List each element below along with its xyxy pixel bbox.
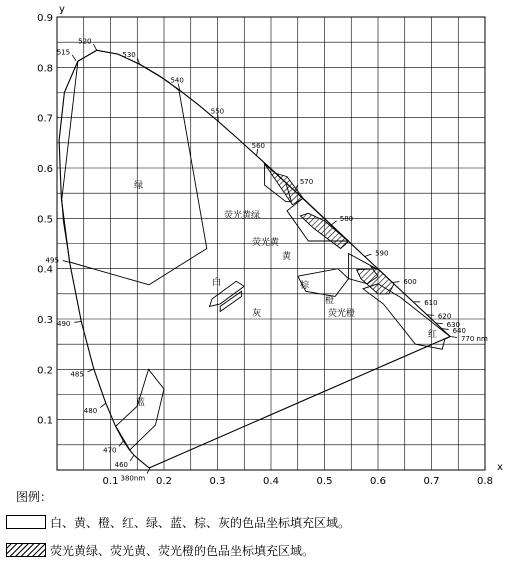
wavelength-label: 520	[78, 38, 91, 46]
y-tick-label: 0.2	[37, 365, 53, 376]
region-label-yellow: 黄	[282, 250, 292, 262]
region-label-white: 白	[212, 276, 221, 288]
wavelength-tick	[392, 282, 399, 283]
wavelength-label: 620	[438, 312, 451, 320]
y-tick-label: 0.6	[37, 164, 53, 175]
x-tick-label: 0.7	[424, 476, 440, 487]
y-tick-label: 0.3	[37, 315, 53, 326]
wavelength-tick	[130, 455, 134, 461]
wavelength-label: 480	[84, 407, 97, 415]
y-tick-label: 0.7	[37, 114, 53, 125]
x-tick-label: 0.8	[477, 476, 493, 487]
y-tick-label: 0.5	[37, 214, 53, 225]
region-label-red: 红	[428, 328, 437, 340]
wavelength-label: 640	[453, 327, 466, 335]
wavelength-label: 460	[115, 461, 128, 469]
legend-title: 图例：	[16, 488, 506, 505]
wavelength-label: 470	[103, 446, 116, 454]
wavelength-label: 770 nm	[461, 335, 488, 343]
region-label-green: 绿	[134, 180, 143, 191]
wavelength-label: 590	[375, 250, 388, 258]
region-label-gray: 灰	[252, 307, 261, 319]
wavelength-label: 560	[252, 142, 265, 150]
wavelength-labels	[46, 38, 488, 483]
wavelength-tick	[119, 441, 123, 446]
wavelength-tick	[72, 55, 76, 61]
x-tick-label: 0.4	[263, 476, 279, 487]
wavelength-label: 540	[170, 77, 183, 85]
spectral-locus	[59, 50, 450, 467]
x-axis-name: x	[497, 462, 503, 473]
y-tick-label: 0.4	[37, 265, 53, 276]
x-tick-label: 0.5	[317, 476, 333, 487]
y-tick-label: 0.1	[37, 416, 53, 427]
region-label-fluorescent-yellow: 荧光黄	[252, 236, 280, 248]
x-tick-label: 0.1	[103, 476, 119, 487]
purple-line	[150, 336, 450, 467]
y-axis-name: y	[59, 4, 65, 15]
wavelength-label: 630	[447, 321, 460, 329]
wavelength-label: 600	[403, 278, 416, 286]
region-blue	[116, 369, 164, 450]
wavelength-tick	[365, 254, 372, 256]
wavelength-label: 570	[300, 178, 313, 186]
legend-text-plain: 白、黄、橙、红、绿、蓝、棕、灰的色品坐标填充区域。	[50, 514, 350, 531]
region-label-orange: 橙	[325, 294, 334, 306]
spectral-locus-curve	[59, 50, 450, 467]
wavelength-tick	[331, 221, 336, 225]
region-label-blue: 蓝	[136, 396, 145, 408]
x-tick-label: 0.6	[370, 476, 386, 487]
wavelength-tick	[450, 336, 457, 337]
wavelength-label: 530	[122, 51, 135, 59]
wavelength-tick	[93, 44, 96, 50]
y-tick-label: 0.8	[37, 63, 53, 74]
wavelength-label: 610	[424, 299, 437, 307]
legend	[6, 488, 506, 567]
wavelength-label: 485	[70, 371, 83, 379]
wavelength-tick	[147, 467, 150, 473]
hatched-swatch-icon	[6, 543, 46, 557]
x-tick-label: 0.3	[210, 476, 226, 487]
y-tick-label: 0.9	[37, 13, 53, 24]
wavelength-label: 550	[211, 108, 224, 116]
region-fluorescent-yellow-green	[264, 163, 303, 205]
wavelength-label: 515	[57, 49, 70, 57]
wavelength-label: 380nm	[121, 474, 146, 482]
wavelength-tick	[100, 403, 106, 407]
wavelength-label: 490	[57, 320, 70, 328]
wavelength-label: 580	[340, 215, 353, 223]
plain-swatch-icon	[6, 515, 46, 529]
tick-labels	[37, 13, 493, 487]
color-regions	[62, 50, 450, 450]
region-label-brown: 棕	[300, 279, 310, 291]
wavelength-label: 495	[46, 257, 59, 265]
wavelength-tick	[74, 322, 81, 323]
legend-text-hatched: 荧光黄绿、荧光黄、荧光橙的色品坐标填充区域。	[50, 542, 314, 559]
region-label-fluorescent-orange: 荧光橙	[328, 307, 355, 319]
wavelength-tick	[63, 261, 70, 263]
legend-item-plain	[6, 511, 506, 533]
region-label-fluorescent-yellow-green: 荧光黄绿	[224, 209, 260, 221]
x-tick-label: 0.2	[156, 476, 172, 487]
